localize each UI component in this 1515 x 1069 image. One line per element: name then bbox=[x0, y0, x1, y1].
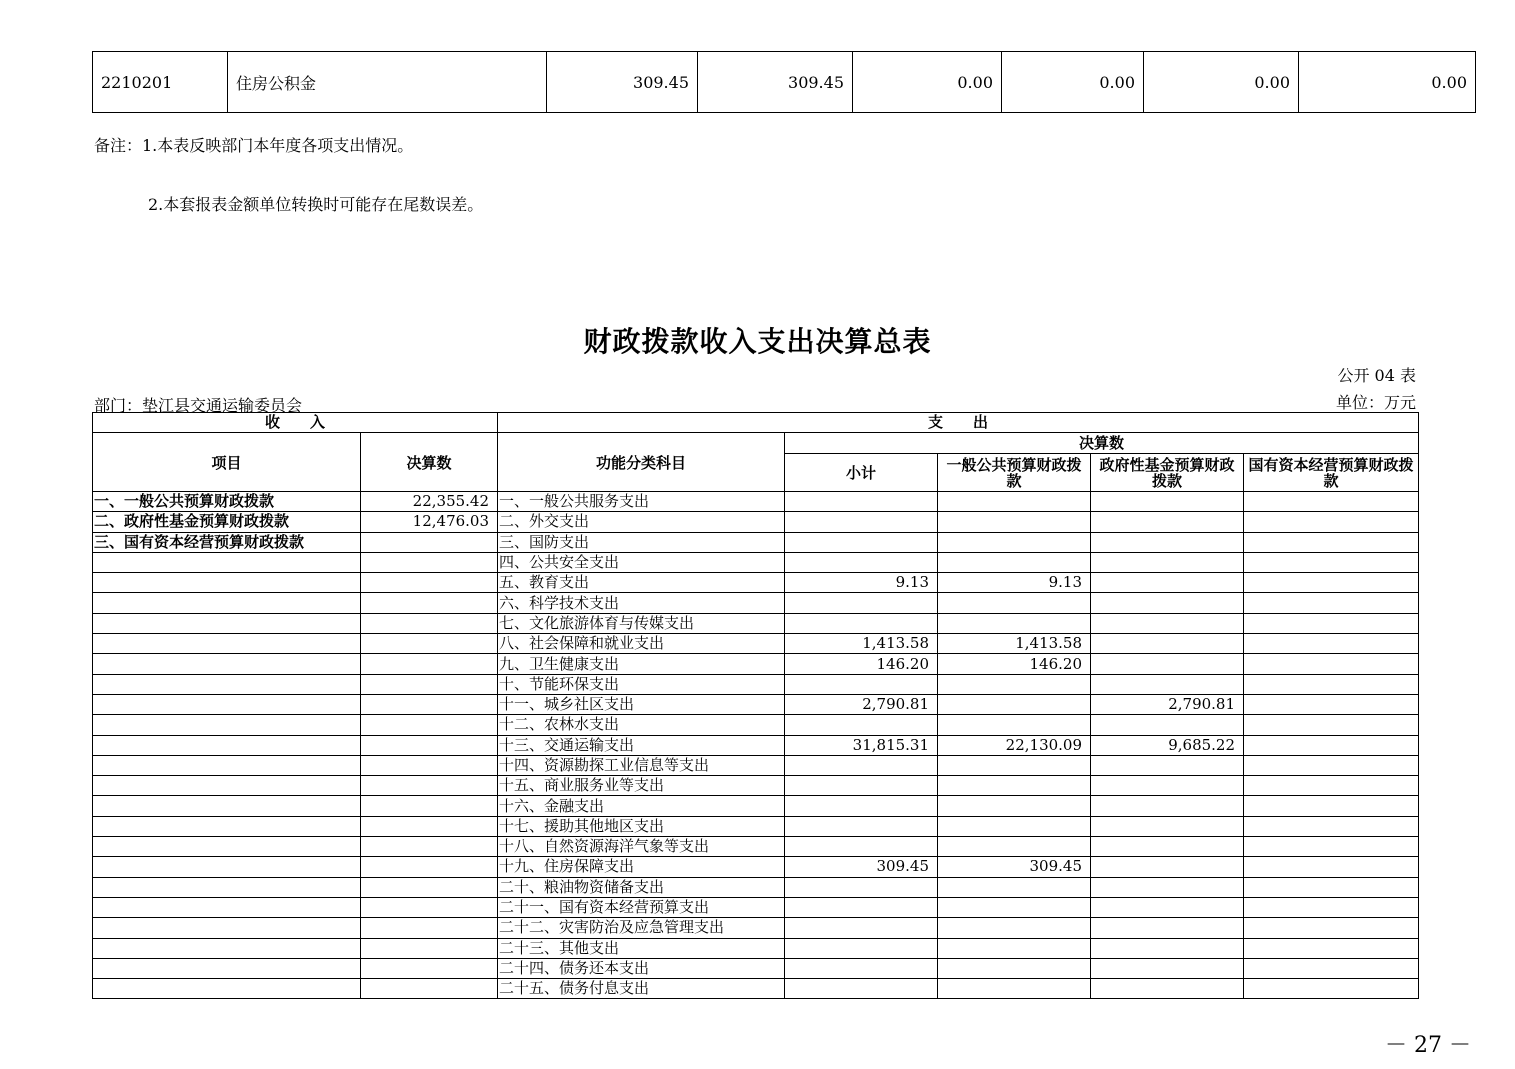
subtotal-cell bbox=[785, 674, 938, 694]
table-row bbox=[93, 552, 1419, 572]
state-capital-header: 国有资本经营预算财政拨款 bbox=[1244, 454, 1419, 492]
income-item-cell: 一、一般公共预算财政拨款 bbox=[93, 492, 361, 512]
table-row bbox=[93, 755, 1419, 775]
subtotal-cell bbox=[785, 918, 938, 938]
state-capital-cell bbox=[1244, 877, 1419, 897]
state-capital-cell bbox=[1244, 735, 1419, 755]
state-capital-cell bbox=[1244, 512, 1419, 532]
table-row bbox=[93, 492, 1419, 512]
func-category-cell: 十三、交通运输支出 bbox=[498, 735, 785, 755]
func-category-cell: 十二、农林水支出 bbox=[498, 715, 785, 735]
income-amount-cell bbox=[361, 593, 498, 613]
subtotal-cell bbox=[785, 532, 938, 552]
table-row bbox=[93, 654, 1419, 674]
subtotal-cell bbox=[785, 938, 938, 958]
subtotal-cell: 1,413.58 bbox=[785, 634, 938, 654]
func-category-cell: 二十一、国有资本经营预算支出 bbox=[498, 897, 785, 917]
header-row bbox=[93, 433, 1419, 454]
table-row bbox=[93, 532, 1419, 552]
subtotal-cell: 31,815.31 bbox=[785, 735, 938, 755]
table-row bbox=[93, 877, 1419, 897]
income-amount-cell bbox=[361, 694, 498, 714]
general-budget-cell bbox=[938, 552, 1091, 572]
note-2: 2.本套报表金额单位转换时可能存在尾数误差。 bbox=[148, 195, 484, 214]
state-capital-cell bbox=[1244, 958, 1419, 978]
gov-fund-cell bbox=[1091, 552, 1244, 572]
item-header: 项目 bbox=[93, 433, 361, 492]
subtotal-cell bbox=[785, 877, 938, 897]
income-item-cell: 二、政府性基金预算财政拨款 bbox=[93, 512, 361, 532]
table-row bbox=[93, 573, 1419, 593]
income-amount-cell bbox=[361, 634, 498, 654]
income-amount-cell bbox=[361, 938, 498, 958]
state-capital-cell bbox=[1244, 755, 1419, 775]
income-item-cell bbox=[93, 897, 361, 917]
gov-fund-cell bbox=[1091, 654, 1244, 674]
subtotal-cell bbox=[785, 593, 938, 613]
table-row bbox=[93, 634, 1419, 654]
income-amount-cell bbox=[361, 796, 498, 816]
general-budget-cell bbox=[938, 877, 1091, 897]
table-row bbox=[93, 979, 1419, 999]
subtotal-cell bbox=[785, 715, 938, 735]
state-capital-cell bbox=[1244, 694, 1419, 714]
income-item-cell bbox=[93, 715, 361, 735]
income-amount-cell: 12,476.03 bbox=[361, 512, 498, 532]
gov-fund-cell bbox=[1091, 634, 1244, 654]
subtotal-cell bbox=[785, 837, 938, 857]
income-item-cell bbox=[93, 654, 361, 674]
table-row bbox=[93, 593, 1419, 613]
value-cell: 309.45 bbox=[547, 52, 698, 113]
state-capital-cell bbox=[1244, 613, 1419, 633]
income-item-cell bbox=[93, 958, 361, 978]
func-category-cell: 十六、金融支出 bbox=[498, 796, 785, 816]
income-item-cell bbox=[93, 837, 361, 857]
gov-fund-cell bbox=[1091, 918, 1244, 938]
income-item-cell bbox=[93, 918, 361, 938]
income-amount-cell bbox=[361, 979, 498, 999]
func-category-cell: 十一、城乡社区支出 bbox=[498, 694, 785, 714]
gov-fund-cell bbox=[1091, 796, 1244, 816]
func-category-cell: 十七、援助其他地区支出 bbox=[498, 816, 785, 836]
unit-label: 单位：万元 bbox=[1335, 393, 1416, 412]
income-amount-cell bbox=[361, 857, 498, 877]
gov-fund-cell bbox=[1091, 857, 1244, 877]
general-budget-cell bbox=[938, 918, 1091, 938]
expense-header: 支 出 bbox=[498, 413, 1419, 433]
income-item-cell bbox=[93, 674, 361, 694]
general-budget-cell bbox=[938, 796, 1091, 816]
income-item-cell bbox=[93, 796, 361, 816]
subtotal-cell bbox=[785, 816, 938, 836]
income-amount-cell bbox=[361, 958, 498, 978]
income-item-cell bbox=[93, 573, 361, 593]
income-amount-cell bbox=[361, 573, 498, 593]
gov-fund-cell bbox=[1091, 958, 1244, 978]
general-budget-cell: 22,130.09 bbox=[938, 735, 1091, 755]
income-amount-cell bbox=[361, 776, 498, 796]
state-capital-cell bbox=[1244, 918, 1419, 938]
subtotal-cell bbox=[785, 755, 938, 775]
general-budget-cell: 9.13 bbox=[938, 573, 1091, 593]
value-cell: 0.00 bbox=[1144, 52, 1299, 113]
department-label: 部门：垫江县交通运输委员会 bbox=[94, 396, 303, 415]
income-amount-cell bbox=[361, 877, 498, 897]
general-budget-cell: 1,413.58 bbox=[938, 634, 1091, 654]
fiscal-summary-table bbox=[92, 412, 1419, 999]
subtotal-cell bbox=[785, 552, 938, 572]
general-budget-cell bbox=[938, 613, 1091, 633]
func-category-cell: 八、社会保障和就业支出 bbox=[498, 634, 785, 654]
general-budget-cell bbox=[938, 837, 1091, 857]
general-budget-cell bbox=[938, 593, 1091, 613]
state-capital-cell bbox=[1244, 816, 1419, 836]
gov-fund-cell bbox=[1091, 938, 1244, 958]
table-row bbox=[93, 857, 1419, 877]
gov-fund-cell bbox=[1091, 877, 1244, 897]
income-amount-cell bbox=[361, 532, 498, 552]
income-item-cell: 三、国有资本经营预算财政拨款 bbox=[93, 532, 361, 552]
func-category-cell: 十四、资源勘探工业信息等支出 bbox=[498, 755, 785, 775]
func-category-cell: 四、公共安全支出 bbox=[498, 552, 785, 572]
income-amount-cell bbox=[361, 837, 498, 857]
value-cell: 0.00 bbox=[1299, 52, 1476, 113]
state-capital-cell bbox=[1244, 654, 1419, 674]
gov-fund-cell: 9,685.22 bbox=[1091, 735, 1244, 755]
gov-fund-cell bbox=[1091, 492, 1244, 512]
general-budget-header: 一般公共预算财政拨款 bbox=[938, 454, 1091, 492]
table-row bbox=[93, 897, 1419, 917]
subtotal-cell: 146.20 bbox=[785, 654, 938, 674]
income-amount-cell bbox=[361, 918, 498, 938]
page-number: － 27 － bbox=[1385, 1033, 1471, 1058]
general-budget-cell bbox=[938, 958, 1091, 978]
income-amount-cell bbox=[361, 735, 498, 755]
income-item-cell bbox=[93, 593, 361, 613]
func-category-header: 功能分类科目 bbox=[498, 433, 785, 492]
income-item-cell bbox=[93, 877, 361, 897]
general-budget-cell bbox=[938, 979, 1091, 999]
subtotal-cell bbox=[785, 492, 938, 512]
income-amount-cell bbox=[361, 715, 498, 735]
func-category-cell: 九、卫生健康支出 bbox=[498, 654, 785, 674]
income-item-cell bbox=[93, 694, 361, 714]
func-category-cell: 二十、粮油物资储备支出 bbox=[498, 877, 785, 897]
subtotal-cell bbox=[785, 512, 938, 532]
table-row bbox=[93, 918, 1419, 938]
income-item-cell bbox=[93, 979, 361, 999]
gov-fund-cell bbox=[1091, 674, 1244, 694]
func-category-cell: 五、教育支出 bbox=[498, 573, 785, 593]
income-amount-cell bbox=[361, 674, 498, 694]
header-row bbox=[93, 413, 1419, 433]
general-budget-cell: 309.45 bbox=[938, 857, 1091, 877]
top-detail-table bbox=[92, 51, 1476, 113]
state-capital-cell bbox=[1244, 634, 1419, 654]
value-cell: 0.00 bbox=[1002, 52, 1144, 113]
func-category-cell: 十八、自然资源海洋气象等支出 bbox=[498, 837, 785, 857]
general-budget-cell bbox=[938, 897, 1091, 917]
func-category-cell: 二十三、其他支出 bbox=[498, 938, 785, 958]
income-item-cell bbox=[93, 776, 361, 796]
income-amount-cell bbox=[361, 552, 498, 572]
general-budget-cell bbox=[938, 755, 1091, 775]
gov-fund-cell bbox=[1091, 613, 1244, 633]
income-item-cell bbox=[93, 634, 361, 654]
table-row bbox=[93, 735, 1419, 755]
table-row bbox=[93, 715, 1419, 735]
table-row bbox=[93, 52, 1476, 113]
subject-code: 2210201 bbox=[93, 52, 228, 113]
gov-fund-cell bbox=[1091, 897, 1244, 917]
final-amount-header: 决算数 bbox=[785, 433, 1419, 454]
table-row bbox=[93, 512, 1419, 532]
state-capital-cell bbox=[1244, 573, 1419, 593]
general-budget-cell: 146.20 bbox=[938, 654, 1091, 674]
state-capital-cell bbox=[1244, 492, 1419, 512]
general-budget-cell bbox=[938, 674, 1091, 694]
table-code: 公开 04 表 bbox=[1337, 366, 1416, 385]
subtotal-header: 小计 bbox=[785, 454, 938, 492]
table-row bbox=[93, 816, 1419, 836]
table-row bbox=[93, 796, 1419, 816]
general-budget-cell bbox=[938, 512, 1091, 532]
state-capital-cell bbox=[1244, 674, 1419, 694]
state-capital-cell bbox=[1244, 837, 1419, 857]
general-budget-cell bbox=[938, 492, 1091, 512]
state-capital-cell bbox=[1244, 593, 1419, 613]
func-category-cell: 六、科学技术支出 bbox=[498, 593, 785, 613]
func-category-cell: 二十五、债务付息支出 bbox=[498, 979, 785, 999]
subtotal-cell bbox=[785, 958, 938, 978]
general-budget-cell bbox=[938, 532, 1091, 552]
func-category-cell: 十五、商业服务业等支出 bbox=[498, 776, 785, 796]
gov-fund-cell bbox=[1091, 593, 1244, 613]
subtotal-cell: 2,790.81 bbox=[785, 694, 938, 714]
general-budget-cell bbox=[938, 715, 1091, 735]
func-category-cell: 七、文化旅游体育与传媒支出 bbox=[498, 613, 785, 633]
table-row bbox=[93, 958, 1419, 978]
general-budget-cell bbox=[938, 938, 1091, 958]
state-capital-cell bbox=[1244, 897, 1419, 917]
table-row bbox=[93, 837, 1419, 857]
income-header: 收 入 bbox=[93, 413, 498, 433]
income-item-cell bbox=[93, 755, 361, 775]
subtotal-cell bbox=[785, 979, 938, 999]
gov-fund-cell bbox=[1091, 532, 1244, 552]
value-cell: 309.45 bbox=[698, 52, 853, 113]
income-amount-cell bbox=[361, 816, 498, 836]
gov-fund-cell: 2,790.81 bbox=[1091, 694, 1244, 714]
func-category-cell: 一、一般公共服务支出 bbox=[498, 492, 785, 512]
subtotal-cell bbox=[785, 613, 938, 633]
table-row bbox=[93, 694, 1419, 714]
state-capital-cell bbox=[1244, 776, 1419, 796]
subject-name: 住房公积金 bbox=[228, 52, 547, 113]
general-budget-cell bbox=[938, 694, 1091, 714]
state-capital-cell bbox=[1244, 532, 1419, 552]
state-capital-cell bbox=[1244, 938, 1419, 958]
subtotal-cell bbox=[785, 776, 938, 796]
gov-fund-cell bbox=[1091, 979, 1244, 999]
gov-fund-cell bbox=[1091, 512, 1244, 532]
income-item-cell bbox=[93, 613, 361, 633]
note-1: 备注：1.本表反映部门本年度各项支出情况。 bbox=[94, 136, 414, 155]
subtotal-cell bbox=[785, 897, 938, 917]
general-budget-cell bbox=[938, 776, 1091, 796]
table-row bbox=[93, 776, 1419, 796]
subtotal-cell: 309.45 bbox=[785, 857, 938, 877]
subtotal-cell: 9.13 bbox=[785, 573, 938, 593]
income-amount-cell bbox=[361, 755, 498, 775]
func-category-cell: 十、节能环保支出 bbox=[498, 674, 785, 694]
amount-header: 决算数 bbox=[361, 433, 498, 492]
income-item-cell bbox=[93, 735, 361, 755]
state-capital-cell bbox=[1244, 857, 1419, 877]
state-capital-cell bbox=[1244, 552, 1419, 572]
gov-fund-cell bbox=[1091, 837, 1244, 857]
income-amount-cell: 22,355.42 bbox=[361, 492, 498, 512]
table-row bbox=[93, 674, 1419, 694]
func-category-cell: 三、国防支出 bbox=[498, 532, 785, 552]
page-title: 财政拨款收入支出决算总表 bbox=[583, 325, 932, 358]
income-amount-cell bbox=[361, 613, 498, 633]
func-category-cell: 十九、住房保障支出 bbox=[498, 857, 785, 877]
state-capital-cell bbox=[1244, 979, 1419, 999]
gov-fund-cell bbox=[1091, 715, 1244, 735]
func-category-cell: 二十四、债务还本支出 bbox=[498, 958, 785, 978]
value-cell: 0.00 bbox=[853, 52, 1002, 113]
table-row bbox=[93, 938, 1419, 958]
func-category-cell: 二、外交支出 bbox=[498, 512, 785, 532]
income-item-cell bbox=[93, 552, 361, 572]
income-item-cell bbox=[93, 816, 361, 836]
state-capital-cell bbox=[1244, 715, 1419, 735]
gov-fund-cell bbox=[1091, 816, 1244, 836]
income-amount-cell bbox=[361, 654, 498, 674]
gov-fund-cell bbox=[1091, 755, 1244, 775]
general-budget-cell bbox=[938, 816, 1091, 836]
state-capital-cell bbox=[1244, 796, 1419, 816]
income-amount-cell bbox=[361, 897, 498, 917]
subtotal-cell bbox=[785, 796, 938, 816]
gov-fund-cell bbox=[1091, 573, 1244, 593]
income-item-cell bbox=[93, 857, 361, 877]
gov-fund-cell bbox=[1091, 776, 1244, 796]
table-row bbox=[93, 613, 1419, 633]
func-category-cell: 二十二、灾害防治及应急管理支出 bbox=[498, 918, 785, 938]
income-item-cell bbox=[93, 938, 361, 958]
gov-fund-header: 政府性基金预算财政拨款 bbox=[1091, 454, 1244, 492]
